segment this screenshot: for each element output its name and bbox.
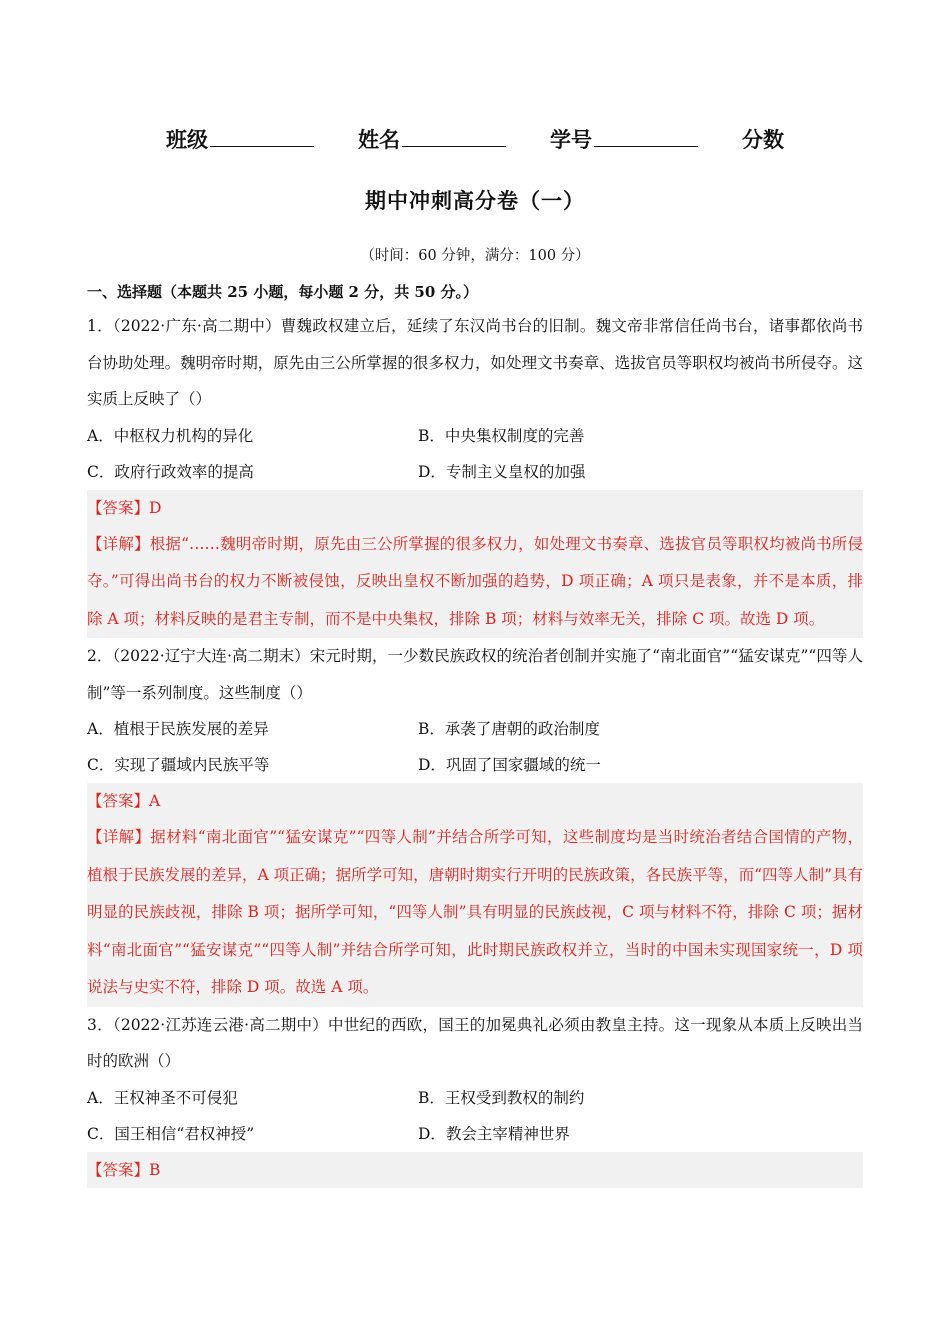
answer: 【答案】D xyxy=(87,490,863,526)
id-label: 学号 xyxy=(550,128,592,152)
option-a: A．植根于民族发展的差异 xyxy=(87,720,269,738)
question-stem: 2．（2022·辽宁大连·高二期末）宋元时期，一少数民族政权的统治者创制并实施了“南北面官”“猛安谋克”“四等人制”等一系列制度。这些制度（） xyxy=(87,647,863,702)
option-c: C．实现了疆域内民族平等 xyxy=(87,756,270,774)
question-3 xyxy=(87,1007,863,1188)
section-title: 一、选择题（本题共 25 小题，每小题 2 分，共 50 分。） xyxy=(87,283,479,301)
score-field xyxy=(742,124,784,154)
class-label: 班级 xyxy=(166,128,208,152)
question-2 xyxy=(87,638,863,1007)
exam-title: 期中冲刺高分卷（一） xyxy=(365,189,585,213)
name-label: 姓名 xyxy=(358,128,400,152)
option-d: D．巩固了国家疆域的统一 xyxy=(418,756,601,774)
student-info-header xyxy=(0,124,950,154)
option-a: A．中枢权力机构的异化 xyxy=(87,426,254,445)
question-stem: 1．（2022·广东·高二期中）曹魏政权建立后，延续了东汉尚书台的旧制。魏文帝非常信任尚书台，诸事都依尚书台协助处理。魏明帝时期，原先由三公所掌握的很多权力，如处理文书奏章、选拔官员等职权均被尚书所侵夺。这实质上反映了（） xyxy=(87,317,863,408)
class-blank xyxy=(210,128,314,147)
option-b: B．王权受到教权的制约 xyxy=(418,1088,585,1107)
name-field xyxy=(358,124,506,154)
id-blank xyxy=(594,128,698,147)
option-b: B．承袭了唐朝的政治制度 xyxy=(418,720,600,738)
option-d: D．专制主义皇权的加强 xyxy=(418,462,586,481)
question-1 xyxy=(87,308,863,638)
explanation: 【详解】据材料“南北面官”“猛安谋克”“四等人制”并结合所学可知，这些制度均是当时统治者结合国情的产物，植根于民族发展的差异，A 项正确；据所学可知，唐朝时期实行开明的民族政策，各民族平等，而“四等人制”具有明显的民族歧视，排除 B 项；据所学可知，“四等人制”具有明显的民族歧视，C 项与材料不符，排除 C 项；据材料“南北面官”“猛安谋克”“四等人制”并结合所学可知，此时期民族政权并立，当时的中国未实现国家统一，D 项说法与史实不符，排除 D 项。故选 A 项。 xyxy=(87,819,863,1007)
option-c: C．国王相信“君权神授” xyxy=(87,1124,255,1143)
option-list xyxy=(87,418,863,490)
explanation: 【详解】根据“……魏明帝时期，原先由三公所掌握的很多权力，如处理文书奏章、选拔官员等职权均被尚书所侵夺。”可得出尚书台的权力不断被侵蚀，反映出皇权不断加强的趋势，D 项正确；A 项只是表象，并不是本质，排除 A 项；材料反映的是君主专制，而不是中央集权，排除 B 项；材料与效率无关，排除 C 项。故选 D 项。 xyxy=(87,526,863,639)
question-stem: 3．（2022·江苏连云港·高二期中）中世纪的西欧，国王的加冕典礼必须由教皇主持。这一现象从本质上反映出当时的欧洲（） xyxy=(87,1015,863,1070)
option-list xyxy=(87,711,863,783)
option-c: C．政府行政效率的提高 xyxy=(87,462,254,481)
option-a: A．王权神圣不可侵犯 xyxy=(87,1088,238,1107)
name-blank xyxy=(402,128,506,147)
class-field xyxy=(166,124,314,154)
answer: 【答案】A xyxy=(87,783,863,819)
id-field xyxy=(550,124,698,154)
exam-subtitle: （时间：60 分钟，满分：100 分） xyxy=(360,248,590,264)
option-list xyxy=(87,1080,863,1152)
score-label: 分数 xyxy=(742,128,784,152)
option-d: D．教会主宰精神世界 xyxy=(418,1124,570,1143)
exam-body xyxy=(87,280,863,1188)
option-b: B．中央集权制度的完善 xyxy=(418,426,585,445)
answer: 【答案】B xyxy=(87,1152,863,1188)
